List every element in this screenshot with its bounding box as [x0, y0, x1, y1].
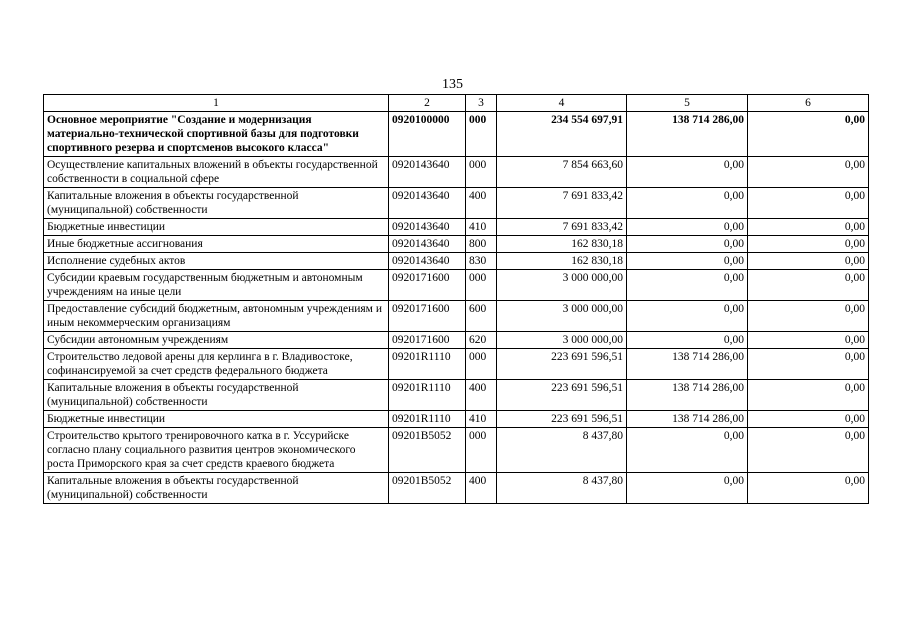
row-value-col5: 0,00	[627, 270, 748, 301]
row-value-col6: 0,00	[748, 236, 869, 253]
row-type-cell: 400	[466, 473, 497, 504]
column-header: 1	[44, 95, 389, 112]
table-row	[44, 411, 869, 428]
row-type-cell: 410	[466, 219, 497, 236]
row-value-col4: 223 691 596,51	[497, 349, 627, 380]
row-type-cell: 000	[466, 270, 497, 301]
row-type-cell: 000	[466, 157, 497, 188]
row-value-col6: 0,00	[748, 301, 869, 332]
row-code-cell: 0920171600	[389, 270, 466, 301]
row-value-col4: 162 830,18	[497, 236, 627, 253]
row-code-cell: 0920171600	[389, 332, 466, 349]
row-value-col4: 8 437,80	[497, 473, 627, 504]
row-code-cell: 0920143640	[389, 236, 466, 253]
row-code-cell: 0920171600	[389, 301, 466, 332]
row-value-col4: 7 691 833,42	[497, 188, 627, 219]
row-value-col5: 0,00	[627, 157, 748, 188]
row-type-cell: 830	[466, 253, 497, 270]
row-value-col6: 0,00	[748, 253, 869, 270]
row-value-col5: 0,00	[627, 473, 748, 504]
row-name-cell: Капитальные вложения в объекты государственной (муниципальной) собственности	[44, 380, 389, 411]
row-name-cell: Строительство ледовой арены для керлинга в г. Владивостоке, софинансируемой за счет средств федерального бюджета	[44, 349, 389, 380]
table-row	[44, 253, 869, 270]
row-value-col5: 0,00	[627, 219, 748, 236]
table-row	[44, 301, 869, 332]
row-value-col4: 8 437,80	[497, 428, 627, 473]
row-value-col6: 0,00	[748, 157, 869, 188]
row-value-col4: 223 691 596,51	[497, 411, 627, 428]
column-header: 5	[627, 95, 748, 112]
row-name-cell: Субсидии автономным учреждениям	[44, 332, 389, 349]
row-value-col6: 0,00	[748, 270, 869, 301]
table-row	[44, 380, 869, 411]
row-code-cell: 0920143640	[389, 188, 466, 219]
row-value-col5: 0,00	[627, 428, 748, 473]
row-code-cell: 0920143640	[389, 253, 466, 270]
row-value-col5: 138 714 286,00	[627, 112, 748, 157]
row-value-col4: 3 000 000,00	[497, 301, 627, 332]
row-value-col6: 0,00	[748, 188, 869, 219]
row-value-col5: 0,00	[627, 301, 748, 332]
table-row	[44, 270, 869, 301]
row-name-cell: Исполнение судебных актов	[44, 253, 389, 270]
row-code-cell: 09201R1110	[389, 349, 466, 380]
row-code-cell: 0920143640	[389, 157, 466, 188]
row-value-col5: 0,00	[627, 188, 748, 219]
row-value-col5: 138 714 286,00	[627, 411, 748, 428]
table-row	[44, 219, 869, 236]
row-value-col4: 7 691 833,42	[497, 219, 627, 236]
row-value-col4: 7 854 663,60	[497, 157, 627, 188]
row-name-cell: Субсидии краевым государственным бюджетным и автономным учреждениям на иные цели	[44, 270, 389, 301]
row-value-col5: 0,00	[627, 332, 748, 349]
page-number: 135	[442, 77, 463, 92]
row-name-cell: Предоставление субсидий бюджетным, автономным учреждениям и иным некоммерческим организациям	[44, 301, 389, 332]
row-code-cell: 09201B5052	[389, 428, 466, 473]
row-code-cell: 0920143640	[389, 219, 466, 236]
row-type-cell: 620	[466, 332, 497, 349]
row-value-col5: 0,00	[627, 253, 748, 270]
row-type-cell: 410	[466, 411, 497, 428]
row-value-col6: 0,00	[748, 380, 869, 411]
column-header: 2	[389, 95, 466, 112]
column-header: 3	[466, 95, 497, 112]
table-header-row	[44, 95, 869, 112]
row-type-cell: 000	[466, 112, 497, 157]
row-value-col6: 0,00	[748, 473, 869, 504]
row-name-cell: Бюджетные инвестиции	[44, 219, 389, 236]
row-value-col6: 0,00	[748, 332, 869, 349]
row-name-cell: Основное мероприятие "Создание и модернизация материально-технической спортивной базы для подготовки спортивного резерва и спортсменов высокого класса"	[44, 112, 389, 157]
row-value-col6: 0,00	[748, 219, 869, 236]
row-name-cell: Иные бюджетные ассигнования	[44, 236, 389, 253]
row-value-col5: 0,00	[627, 236, 748, 253]
row-value-col4: 234 554 697,91	[497, 112, 627, 157]
row-code-cell: 0920100000	[389, 112, 466, 157]
column-header: 6	[748, 95, 869, 112]
row-value-col4: 223 691 596,51	[497, 380, 627, 411]
row-value-col4: 3 000 000,00	[497, 270, 627, 301]
row-value-col6: 0,00	[748, 112, 869, 157]
row-name-cell: Строительство крытого тренировочного катка в г. Уссурийске согласно плану социального развития центров экономического роста Приморского края за счет средств краевого бюджета	[44, 428, 389, 473]
row-value-col5: 138 714 286,00	[627, 349, 748, 380]
row-name-cell: Капитальные вложения в объекты государственной (муниципальной) собственности	[44, 473, 389, 504]
row-value-col6: 0,00	[748, 411, 869, 428]
row-value-col5: 138 714 286,00	[627, 380, 748, 411]
table-row	[44, 236, 869, 253]
table-row	[44, 157, 869, 188]
row-code-cell: 09201R1110	[389, 380, 466, 411]
table-row	[44, 332, 869, 349]
table-row	[44, 188, 869, 219]
table-row	[44, 349, 869, 380]
row-type-cell: 400	[466, 188, 497, 219]
row-type-cell: 600	[466, 301, 497, 332]
table-row	[44, 473, 869, 504]
row-type-cell: 400	[466, 380, 497, 411]
row-value-col6: 0,00	[748, 428, 869, 473]
row-code-cell: 09201B5052	[389, 473, 466, 504]
budget-table	[43, 94, 869, 504]
table-row	[44, 428, 869, 473]
row-type-cell: 000	[466, 349, 497, 380]
column-header: 4	[497, 95, 627, 112]
row-name-cell: Бюджетные инвестиции	[44, 411, 389, 428]
row-value-col4: 3 000 000,00	[497, 332, 627, 349]
row-value-col4: 162 830,18	[497, 253, 627, 270]
row-name-cell: Капитальные вложения в объекты государственной (муниципальной) собственности	[44, 188, 389, 219]
row-code-cell: 09201R1110	[389, 411, 466, 428]
row-name-cell: Осуществление капитальных вложений в объекты государственной собственности в социальной сфере	[44, 157, 389, 188]
row-type-cell: 800	[466, 236, 497, 253]
table-row	[44, 112, 869, 157]
row-value-col6: 0,00	[748, 349, 869, 380]
row-type-cell: 000	[466, 428, 497, 473]
